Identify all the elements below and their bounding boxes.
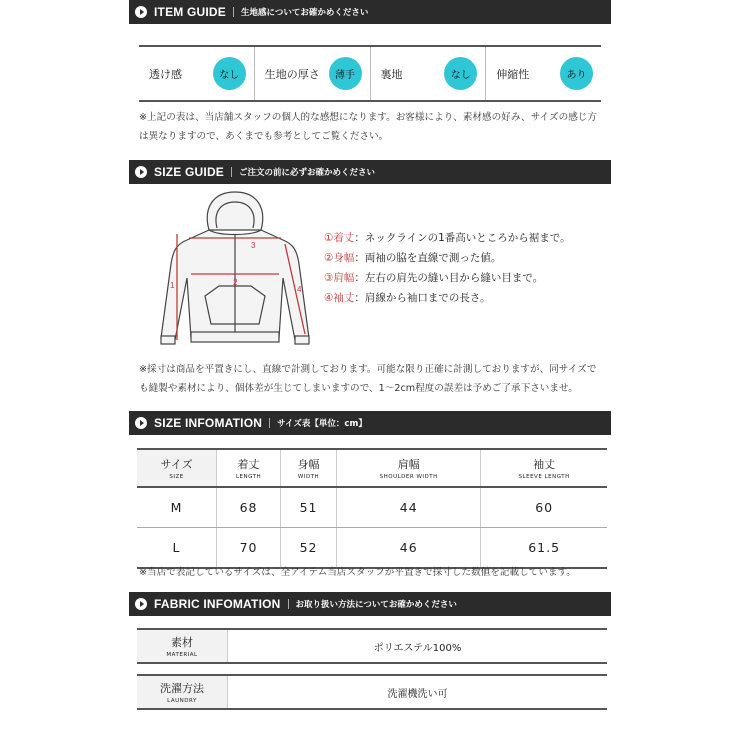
divider <box>231 167 232 177</box>
section-title: ITEM GUIDE <box>154 5 227 19</box>
note-line: ※上記の表は、当店舗スタッフの個人的な感想になります。お客様により、素材感の好み、サイズの感じ方 <box>139 112 597 123</box>
table-cell: 60 <box>481 487 607 528</box>
guide-value-badge: 薄手 <box>329 57 362 90</box>
table-cell: 51 <box>281 487 337 528</box>
fabric-label: 素材 MATERIAL <box>137 630 227 662</box>
size-guide-header <box>129 160 611 184</box>
legend-item: ②身幅：両袖の脇を直線で測った値。 <box>324 252 502 264</box>
table-cell: 70 <box>217 528 281 569</box>
table-cell: 61.5 <box>481 528 607 569</box>
divider <box>288 599 289 609</box>
table-cell: M <box>137 487 217 528</box>
section-subtitle: サイズ表【単位：cm】 <box>277 419 367 429</box>
arrow-circle-icon <box>135 6 147 18</box>
guide-label: 透け感 <box>149 67 182 81</box>
marker-4: 4 <box>297 285 302 294</box>
table-header: 袖丈 SLEEVE LENGTH <box>481 449 607 487</box>
section-title: SIZE GUIDE <box>154 165 225 179</box>
section-subtitle: お取り扱い方法についてお確かめください <box>295 600 457 610</box>
legend-item: ①着丈：ネックラインの1番高いところから裾まで。 <box>324 232 571 244</box>
divider <box>233 7 234 17</box>
table-cell: 46 <box>337 528 481 569</box>
fabric-row-laundry <box>137 674 607 710</box>
fabric-value: ポリエステル100% <box>227 630 607 662</box>
size-table <box>137 448 607 569</box>
guide-label: 裏地 <box>380 67 403 81</box>
section-subtitle: ご注文の前に必ずお確かめください <box>239 168 376 178</box>
guide-item-thickness <box>254 47 370 100</box>
table-header-row <box>137 449 607 487</box>
table-cell: 44 <box>337 487 481 528</box>
fabric-row-material <box>137 628 607 664</box>
arrow-circle-icon <box>135 166 147 178</box>
guide-item-sheerness <box>139 47 254 100</box>
marker-3: 3 <box>251 241 256 250</box>
guide-label: 伸縮性 <box>496 67 530 81</box>
arrow-circle-icon <box>135 417 147 429</box>
size-legend <box>324 228 571 308</box>
section-title: SIZE INFOMATION <box>154 416 263 430</box>
size-info-note: ※当店で表記しているサイズは、全アイテム当店スタッフが平置きで採寸した数値を記載しています。 <box>139 567 576 578</box>
table-cell: 68 <box>217 487 281 528</box>
table-cell: 52 <box>281 528 337 569</box>
item-guide-note <box>139 108 597 146</box>
divider <box>269 418 270 428</box>
marker-2: 2 <box>233 278 238 287</box>
item-guide-header <box>129 0 611 24</box>
note-line: は異なりますので、あくまでも参考としてご覧ください。 <box>139 131 389 142</box>
size-info-header <box>129 411 611 435</box>
size-guide-note <box>139 360 596 398</box>
guide-value-badge: なし <box>213 57 246 90</box>
legend-item: ④袖丈：肩線から袖口までの長さ。 <box>324 292 491 304</box>
section-title: FABRIC INFOMATION <box>154 597 281 611</box>
table-header: 肩幅 SHOULDER WIDTH <box>337 449 481 487</box>
note-line: も縫製や素材により、個体差が生じてしまいますので、1〜2cm程度の誤差は予めご了承下さいませ。 <box>139 383 578 394</box>
guide-label: 生地の厚さ <box>264 67 320 81</box>
guide-value-badge: あり <box>560 57 593 90</box>
table-header: サイズ SIZE <box>137 449 217 487</box>
item-guide-table <box>139 45 601 102</box>
legend-item: ③肩幅：左右の肩先の縫い目から縫い目まで。 <box>324 272 544 284</box>
section-subtitle: 生地感についてお確かめください <box>241 8 369 18</box>
table-header: 着丈 LENGTH <box>217 449 281 487</box>
table-cell: L <box>137 528 217 569</box>
fabric-label: 洗濯方法 LAUNDRY <box>137 676 227 708</box>
hoodie-diagram <box>147 188 317 356</box>
fabric-value: 洗濯機洗い可 <box>227 676 607 708</box>
arrow-circle-icon <box>135 598 147 610</box>
marker-1: 1 <box>170 281 175 290</box>
guide-item-stretch <box>485 47 601 100</box>
table-header: 身幅 WIDTH <box>281 449 337 487</box>
fabric-info-header <box>129 592 611 616</box>
guide-item-lining <box>370 47 486 100</box>
guide-value-badge: なし <box>444 57 477 90</box>
note-line: ※採寸は商品を平置きにし、直線で計測しております。可能な限り正確に計測しておりますが、同サイズで <box>139 364 597 375</box>
table-row <box>137 528 607 569</box>
table-row <box>137 487 607 528</box>
